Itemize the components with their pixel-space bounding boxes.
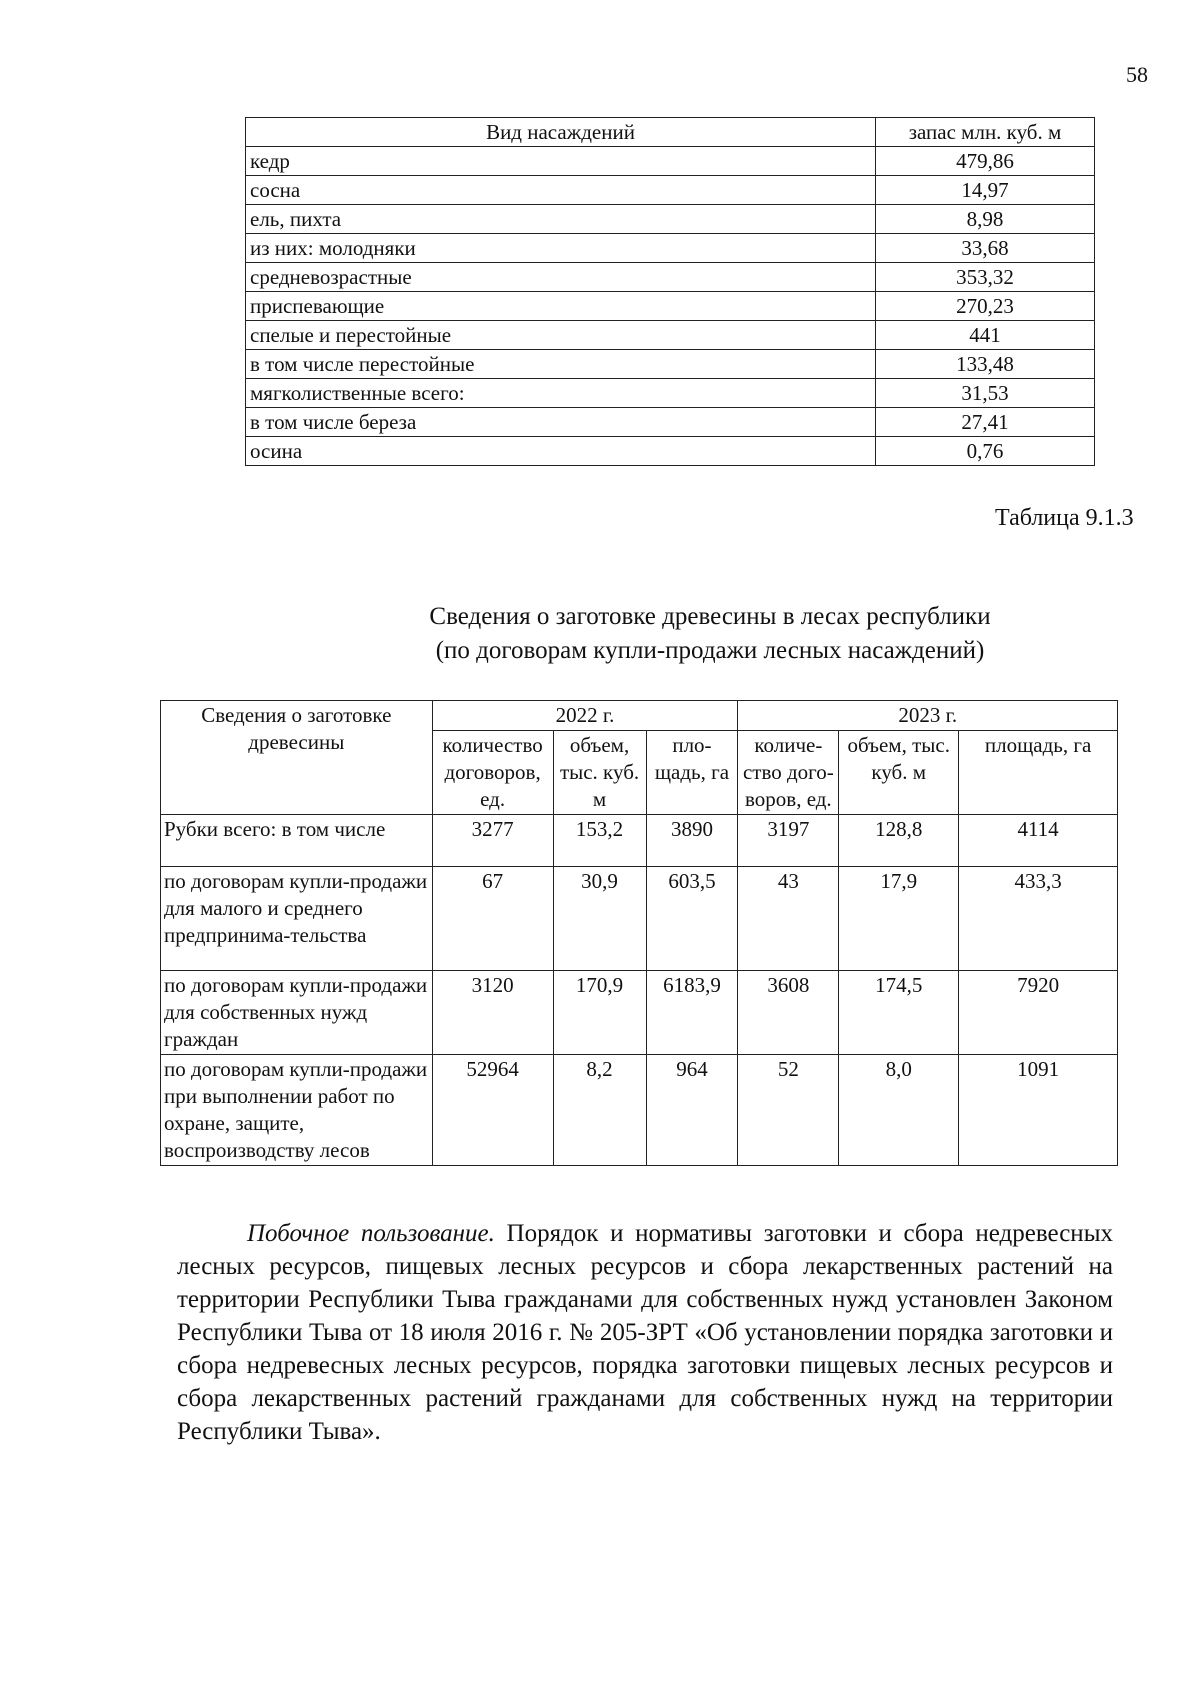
stock-value-cell: 133,48 (876, 350, 1095, 379)
column-header: пло-щадь, га (646, 731, 738, 815)
stock-value-cell: 0,76 (876, 437, 1095, 466)
table-row (246, 379, 1095, 408)
species-cell: из них: молодняки (246, 234, 876, 263)
species-cell: средневозрастные (246, 263, 876, 292)
year-header: 2022 г. (432, 701, 738, 731)
year-header: 2023 г. (738, 701, 1118, 731)
paragraph-text: Порядок и нормативы заготовки и сбора недревесных лесных ресурсов, пищевых лесных ресурсов и сбора лекарственных растений на территории Республики Тыва гражданами для собственных нужд установлен Законом Республики Тыва от 18 июля 2016 г. № 205-ЗРТ «Об установлении порядка заготовки и сбора недревесных лесных ресурсов, порядка заготовки пищевых лесных ресурсов и сбора лекарственных растений гражданами для собственных нужд на территории Республики Тыва». (177, 1220, 1113, 1445)
table-row (246, 205, 1095, 234)
row-label-cell: по договорам купли-продажи при выполнении работ по охране, защите, воспроизводству лесов (161, 1055, 433, 1166)
corner-header: Сведения о заготовке древесины (161, 701, 433, 815)
table-title-line: Сведения о заготовке древесины в лесах республики (429, 603, 991, 630)
value-cell: 603,5 (646, 867, 738, 971)
body-paragraph (177, 1217, 1113, 1448)
stock-value-cell: 14,97 (876, 176, 1095, 205)
table-row (246, 263, 1095, 292)
species-cell: мягколиственные всего: (246, 379, 876, 408)
column-header: объем, тыс. куб. м (839, 731, 959, 815)
table-row (161, 867, 1118, 971)
page-number: 58 (1126, 62, 1148, 87)
species-cell: в том числе перестойные (246, 350, 876, 379)
table-row (161, 815, 1118, 867)
value-cell: 174,5 (839, 971, 959, 1055)
value-cell: 17,9 (839, 867, 959, 971)
stock-value-cell: 33,68 (876, 234, 1095, 263)
value-cell: 3608 (738, 971, 839, 1055)
column-header: Вид насаждений (246, 118, 876, 147)
table-label: Таблица 9.1.3 (995, 505, 1134, 531)
species-cell: осина (246, 437, 876, 466)
value-cell: 6183,9 (646, 971, 738, 1055)
species-cell: ель, пихта (246, 205, 876, 234)
table-title (330, 600, 1090, 668)
value-cell: 964 (646, 1055, 738, 1166)
paragraph-lead: Побочное пользование. (247, 1220, 495, 1247)
table-row (246, 234, 1095, 263)
species-cell: кедр (246, 147, 876, 176)
stock-value-cell: 353,32 (876, 263, 1095, 292)
value-cell: 67 (432, 867, 553, 971)
value-cell: 4114 (959, 815, 1118, 867)
value-cell: 43 (738, 867, 839, 971)
row-label-cell: Рубки всего: в том числе (161, 815, 433, 867)
column-header: количество договоров, ед. (432, 731, 553, 815)
table-row (246, 321, 1095, 350)
value-cell: 3197 (738, 815, 839, 867)
value-cell: 1091 (959, 1055, 1118, 1166)
stock-value-cell: 27,41 (876, 408, 1095, 437)
value-cell: 433,3 (959, 867, 1118, 971)
value-cell: 52964 (432, 1055, 553, 1166)
stock-value-cell: 31,53 (876, 379, 1095, 408)
row-label-cell: по договорам купли-продажи для собственных нужд граждан (161, 971, 433, 1055)
row-label-cell: по договорам купли-продажи для малого и среднего предпринима-тельства (161, 867, 433, 971)
value-cell: 153,2 (553, 815, 646, 867)
species-cell: спелые и перестойные (246, 321, 876, 350)
stock-value-cell: 270,23 (876, 292, 1095, 321)
value-cell: 170,9 (553, 971, 646, 1055)
table-row (246, 437, 1095, 466)
stock-value-cell: 479,86 (876, 147, 1095, 176)
timber-harvest-table (160, 700, 1118, 1166)
column-header: количе-ство дого-воров, ед. (738, 731, 839, 815)
table-row (161, 971, 1118, 1055)
value-cell: 3277 (432, 815, 553, 867)
species-cell: приспевающие (246, 292, 876, 321)
column-header: запас млн. куб. м (876, 118, 1095, 147)
value-cell: 52 (738, 1055, 839, 1166)
table-row (246, 292, 1095, 321)
table-header-row (161, 701, 1118, 731)
table-row (246, 147, 1095, 176)
table-row (161, 1055, 1118, 1166)
species-cell: сосна (246, 176, 876, 205)
value-cell: 8,2 (553, 1055, 646, 1166)
table-row (246, 176, 1095, 205)
value-cell: 128,8 (839, 815, 959, 867)
stock-value-cell: 8,98 (876, 205, 1095, 234)
value-cell: 30,9 (553, 867, 646, 971)
species-cell: в том числе береза (246, 408, 876, 437)
value-cell: 3890 (646, 815, 738, 867)
table-header-row (246, 118, 1095, 147)
column-header: площадь, га (959, 731, 1118, 815)
forest-stock-table (245, 117, 1095, 466)
table-title-line: (по договорам купли-продажи лесных насаждений) (435, 637, 985, 664)
table-row (246, 408, 1095, 437)
table-row (246, 350, 1095, 379)
column-header: объем, тыс. куб. м (553, 731, 646, 815)
value-cell: 3120 (432, 971, 553, 1055)
stock-value-cell: 441 (876, 321, 1095, 350)
value-cell: 7920 (959, 971, 1118, 1055)
value-cell: 8,0 (839, 1055, 959, 1166)
